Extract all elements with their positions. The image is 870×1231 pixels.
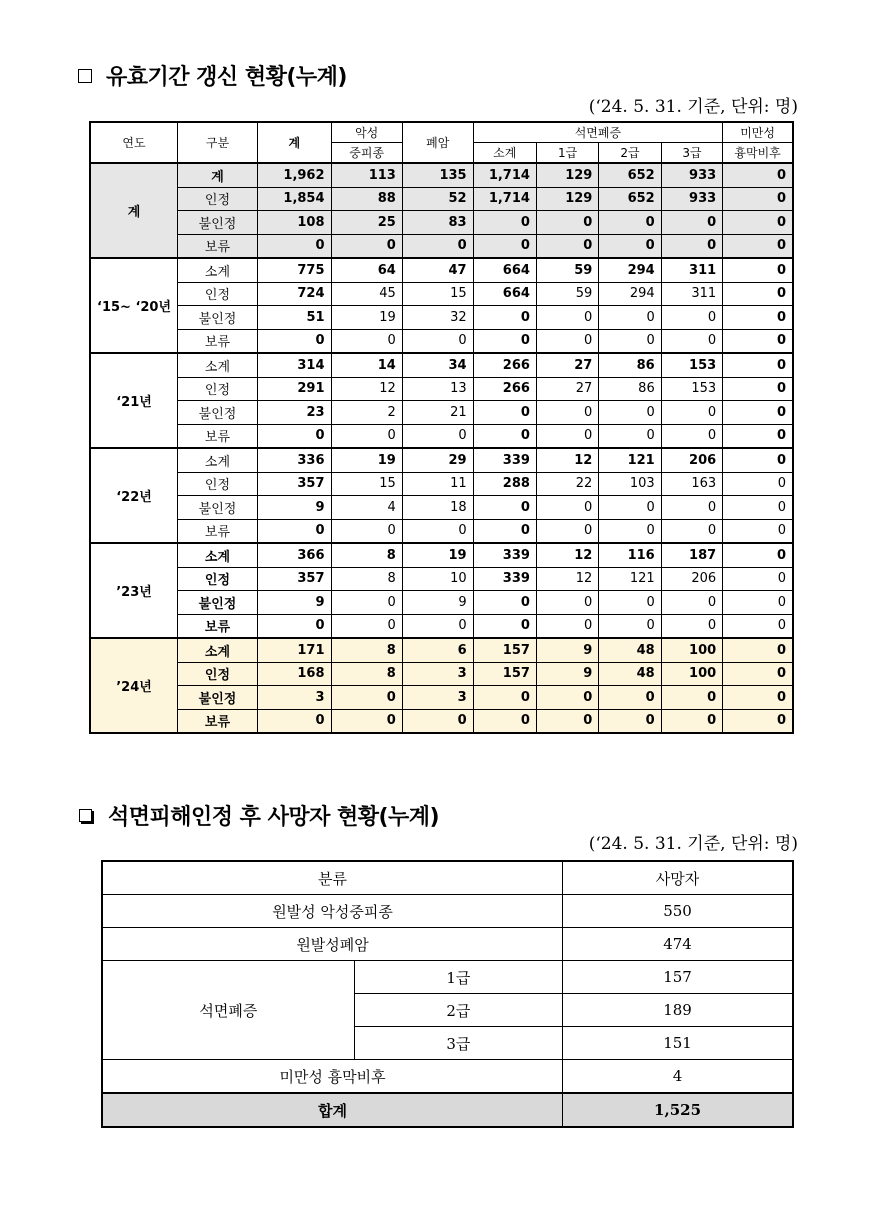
table-cell: 0 [661, 591, 722, 615]
table-cell: 0 [257, 614, 331, 638]
header-sub: 소계 [473, 143, 536, 164]
table-cell: 0 [599, 686, 661, 710]
header-meso-1: 악성 [331, 122, 402, 143]
table-row [90, 519, 793, 543]
section2-title [79, 800, 439, 831]
table-cell: 0 [661, 709, 722, 733]
table-cell: 0 [473, 519, 536, 543]
table-row [90, 496, 793, 520]
table-cell: 48 [599, 638, 661, 662]
section2-title-text: 석면피해인정 후 사망자 현황(누계) [108, 805, 440, 830]
row-label: 인정 [178, 377, 258, 401]
table-row [90, 211, 793, 235]
table-cell: 652 [599, 187, 661, 211]
table-cell: 12 [331, 377, 402, 401]
table-cell: 0 [723, 614, 793, 638]
table-cell: 0 [723, 709, 793, 733]
table-cell: 0 [723, 496, 793, 520]
row-label: 불인정 [178, 306, 258, 330]
row-label: 인정 [178, 282, 258, 306]
year-cell: ’23년 [90, 543, 178, 638]
table-cell: 357 [257, 472, 331, 496]
renewal-status-table [89, 121, 794, 734]
asbestosis-label: 석면폐증 [102, 961, 354, 1060]
table-cell: 0 [661, 401, 722, 425]
table-cell: 294 [599, 282, 661, 306]
g3-value: 151 [563, 1027, 793, 1060]
table-cell: 0 [723, 662, 793, 686]
table-cell: 157 [473, 662, 536, 686]
table-cell: 0 [402, 519, 473, 543]
table-cell: 0 [536, 306, 598, 330]
table-cell: 0 [473, 234, 536, 258]
table-cell: 0 [536, 614, 598, 638]
table-cell: 0 [599, 614, 661, 638]
table-cell: 64 [331, 258, 402, 282]
year-cell: ’24년 [90, 638, 178, 733]
table-cell: 9 [536, 638, 598, 662]
table-row [90, 187, 793, 211]
table-cell: 0 [723, 258, 793, 282]
section2-note: (‘24. 5. 31. 기준, 단위: 명) [588, 834, 798, 854]
table-cell: 12 [536, 448, 598, 472]
table-cell: 15 [402, 282, 473, 306]
table-cell: 11 [402, 472, 473, 496]
meso-value: 550 [563, 895, 793, 928]
table-cell: 0 [473, 709, 536, 733]
row-label: 보류 [178, 519, 258, 543]
table-cell: 1,854 [257, 187, 331, 211]
header-year: 연도 [90, 122, 178, 163]
table-cell: 0 [257, 709, 331, 733]
table-cell: 108 [257, 211, 331, 235]
table-cell: 0 [257, 329, 331, 353]
table-cell: 0 [473, 496, 536, 520]
table-row [90, 258, 793, 282]
table-cell: 0 [331, 614, 402, 638]
table-cell: 32 [402, 306, 473, 330]
table-cell: 0 [331, 329, 402, 353]
g2-label: 2급 [354, 994, 562, 1027]
table-cell: 15 [331, 472, 402, 496]
table-cell: 86 [599, 353, 661, 377]
row-label: 계 [178, 163, 258, 187]
header-type: 구분 [178, 122, 258, 163]
table-row [90, 591, 793, 615]
table-cell: 0 [473, 401, 536, 425]
pleural-label: 미만성 흉막비후 [102, 1060, 563, 1094]
table-cell: 10 [402, 567, 473, 591]
table-cell: 266 [473, 377, 536, 401]
table-cell: 0 [402, 424, 473, 448]
row-label: 소계 [178, 543, 258, 567]
g3-label: 3급 [354, 1027, 562, 1060]
table-cell: 59 [536, 282, 598, 306]
header-total: 계 [257, 122, 331, 163]
table-cell: 0 [723, 306, 793, 330]
table-row [90, 329, 793, 353]
table-row [102, 1060, 793, 1094]
table-cell: 0 [331, 709, 402, 733]
table-cell: 19 [331, 306, 402, 330]
table-cell: 0 [661, 614, 722, 638]
header-pleural-2: 흉막비후 [723, 143, 793, 164]
table-cell: 266 [473, 353, 536, 377]
table-cell: 724 [257, 282, 331, 306]
table-cell: 933 [661, 163, 722, 187]
table-cell: 0 [723, 187, 793, 211]
table-cell: 0 [723, 163, 793, 187]
row-label: 보류 [178, 424, 258, 448]
table-row [90, 353, 793, 377]
row-label: 소계 [178, 258, 258, 282]
header-pleural-1: 미만성 [723, 122, 793, 143]
table-cell: 129 [536, 187, 598, 211]
year-cell: 계 [90, 163, 178, 258]
row-label: 인정 [178, 472, 258, 496]
table-cell: 25 [331, 211, 402, 235]
table-cell: 0 [536, 424, 598, 448]
year-cell: ‘21년 [90, 353, 178, 448]
lung-label: 원발성폐암 [102, 928, 563, 961]
row-label: 불인정 [178, 211, 258, 235]
header-g3: 3급 [661, 143, 722, 164]
table-cell: 9 [402, 591, 473, 615]
table-cell: 0 [257, 424, 331, 448]
table-cell: 48 [599, 662, 661, 686]
table-cell: 0 [661, 234, 722, 258]
table-cell: 100 [661, 638, 722, 662]
table-cell: 0 [661, 329, 722, 353]
table-cell: 22 [536, 472, 598, 496]
table-cell: 51 [257, 306, 331, 330]
checkbox-icon [78, 69, 92, 83]
table-cell: 3 [257, 686, 331, 710]
table-header-row-1 [90, 122, 793, 143]
table-cell: 0 [331, 424, 402, 448]
table-cell: 3 [402, 662, 473, 686]
table-cell: 0 [661, 424, 722, 448]
table-row [90, 401, 793, 425]
table-cell: 357 [257, 567, 331, 591]
table-row [90, 567, 793, 591]
table-cell: 0 [661, 306, 722, 330]
table-cell: 8 [331, 543, 402, 567]
table-row [102, 928, 793, 961]
table-cell: 23 [257, 401, 331, 425]
table-cell: 47 [402, 258, 473, 282]
table-cell: 103 [599, 472, 661, 496]
table-cell: 0 [723, 448, 793, 472]
table-cell: 8 [331, 662, 402, 686]
g1-label: 1급 [354, 961, 562, 994]
header-g1: 1급 [536, 143, 598, 164]
table-cell: 0 [723, 353, 793, 377]
table-cell: 0 [723, 211, 793, 235]
row-label: 불인정 [178, 591, 258, 615]
table-cell: 13 [402, 377, 473, 401]
table-cell: 0 [473, 329, 536, 353]
meso-label: 원발성 악성중피종 [102, 895, 563, 928]
table-cell: 29 [402, 448, 473, 472]
table-cell: 187 [661, 543, 722, 567]
g1-value: 157 [563, 961, 793, 994]
table-cell: 116 [599, 543, 661, 567]
table-cell: 0 [473, 591, 536, 615]
table-cell: 0 [473, 211, 536, 235]
table-cell: 0 [723, 401, 793, 425]
table-cell: 88 [331, 187, 402, 211]
table-cell: 0 [331, 591, 402, 615]
table-cell: 0 [723, 686, 793, 710]
table-cell: 0 [599, 424, 661, 448]
table-row [90, 686, 793, 710]
table-cell: 52 [402, 187, 473, 211]
row-label: 보류 [178, 234, 258, 258]
section1-note: (‘24. 5. 31. 기준, 단위: 명) [588, 97, 798, 117]
table-cell: 8 [331, 567, 402, 591]
table-cell: 27 [536, 353, 598, 377]
table-row [90, 543, 793, 567]
lung-value: 474 [563, 928, 793, 961]
table-cell: 294 [599, 258, 661, 282]
table-row [90, 614, 793, 638]
table-cell: 14 [331, 353, 402, 377]
row-label: 보류 [178, 329, 258, 353]
table-row [90, 638, 793, 662]
table-cell: 0 [599, 591, 661, 615]
table-cell: 86 [599, 377, 661, 401]
table-cell: 0 [473, 614, 536, 638]
row-label: 불인정 [178, 401, 258, 425]
g2-value: 189 [563, 994, 793, 1027]
table-cell: 0 [402, 329, 473, 353]
table-cell: 933 [661, 187, 722, 211]
header-lung: 폐암 [402, 122, 473, 163]
table-cell: 0 [599, 519, 661, 543]
section1-title [78, 60, 347, 91]
deaths-table [101, 860, 794, 1128]
table-cell: 0 [723, 424, 793, 448]
table-cell: 0 [723, 567, 793, 591]
table-cell: 45 [331, 282, 402, 306]
table-cell: 311 [661, 282, 722, 306]
table-cell: 0 [536, 401, 598, 425]
table-cell: 775 [257, 258, 331, 282]
row-label: 소계 [178, 353, 258, 377]
table-cell: 0 [536, 591, 598, 615]
table-cell: 314 [257, 353, 331, 377]
table-cell: 0 [473, 424, 536, 448]
table-cell: 0 [599, 211, 661, 235]
table-row [90, 448, 793, 472]
header-g2: 2급 [599, 143, 661, 164]
table-cell: 3 [402, 686, 473, 710]
table-cell: 0 [536, 234, 598, 258]
header-deaths: 사망자 [563, 861, 793, 895]
table-cell: 12 [536, 567, 598, 591]
table-cell: 0 [257, 234, 331, 258]
table-cell: 100 [661, 662, 722, 686]
table-cell: 0 [402, 709, 473, 733]
table-row [90, 662, 793, 686]
table-cell: 206 [661, 567, 722, 591]
table-cell: 1,962 [257, 163, 331, 187]
table-row [102, 961, 793, 994]
table-cell: 2 [331, 401, 402, 425]
table-cell: 135 [402, 163, 473, 187]
table-cell: 366 [257, 543, 331, 567]
table-cell: 157 [473, 638, 536, 662]
table-cell: 113 [331, 163, 402, 187]
row-label: 소계 [178, 638, 258, 662]
pleural-value: 4 [563, 1060, 793, 1094]
table-cell: 153 [661, 377, 722, 401]
table-cell: 652 [599, 163, 661, 187]
table-cell: 0 [723, 329, 793, 353]
table-cell: 1,714 [473, 187, 536, 211]
table-cell: 664 [473, 258, 536, 282]
table-row [102, 861, 793, 895]
table-row [102, 895, 793, 928]
table-cell: 27 [536, 377, 598, 401]
table-cell: 0 [536, 329, 598, 353]
row-label: 인정 [178, 662, 258, 686]
header-meso-2: 중피종 [331, 143, 402, 164]
table-cell: 19 [402, 543, 473, 567]
table-cell: 171 [257, 638, 331, 662]
table-cell: 0 [536, 496, 598, 520]
table-cell: 0 [599, 709, 661, 733]
header-asbestosis: 석면폐증 [473, 122, 723, 143]
table-cell: 0 [473, 306, 536, 330]
table-cell: 0 [723, 282, 793, 306]
table-cell: 664 [473, 282, 536, 306]
table-cell: 83 [402, 211, 473, 235]
row-label: 보류 [178, 614, 258, 638]
table-row [90, 234, 793, 258]
table-cell: 0 [599, 234, 661, 258]
table-cell: 0 [536, 686, 598, 710]
table-cell: 0 [661, 496, 722, 520]
table-cell: 339 [473, 567, 536, 591]
table-cell: 336 [257, 448, 331, 472]
table-cell: 0 [723, 377, 793, 401]
table-cell: 291 [257, 377, 331, 401]
table-cell: 8 [331, 638, 402, 662]
table-cell: 1,714 [473, 163, 536, 187]
table-cell: 0 [331, 686, 402, 710]
table-cell: 6 [402, 638, 473, 662]
table-row [90, 472, 793, 496]
row-label: 인정 [178, 187, 258, 211]
section1-title-text: 유효기간 갱신 현황(누계) [106, 65, 347, 90]
table-cell: 0 [402, 614, 473, 638]
table-cell: 206 [661, 448, 722, 472]
table-cell: 0 [599, 329, 661, 353]
table-cell: 0 [599, 496, 661, 520]
table-cell: 34 [402, 353, 473, 377]
table-row [90, 709, 793, 733]
table-cell: 9 [257, 496, 331, 520]
table-cell: 121 [599, 448, 661, 472]
row-label: 보류 [178, 709, 258, 733]
table-cell: 0 [723, 519, 793, 543]
row-label: 불인정 [178, 686, 258, 710]
table-cell: 168 [257, 662, 331, 686]
table-cell: 0 [402, 234, 473, 258]
table-cell: 163 [661, 472, 722, 496]
table-cell: 121 [599, 567, 661, 591]
table-cell: 0 [536, 709, 598, 733]
table-cell: 0 [257, 519, 331, 543]
total-value: 1,525 [563, 1093, 793, 1127]
table-cell: 0 [661, 211, 722, 235]
table-cell: 0 [661, 686, 722, 710]
header-category: 분류 [102, 861, 563, 895]
table-cell: 339 [473, 448, 536, 472]
table-cell: 0 [723, 638, 793, 662]
table-cell: 0 [536, 211, 598, 235]
table-cell: 0 [723, 472, 793, 496]
table-row [90, 377, 793, 401]
table-cell: 4 [331, 496, 402, 520]
table-cell: 288 [473, 472, 536, 496]
table-cell: 59 [536, 258, 598, 282]
table-cell: 0 [473, 686, 536, 710]
year-cell: ‘15~ ‘20년 [90, 258, 178, 353]
year-cell: ‘22년 [90, 448, 178, 543]
table-cell: 21 [402, 401, 473, 425]
checkbox-icon [79, 809, 92, 822]
table-cell: 0 [723, 591, 793, 615]
table-cell: 0 [331, 519, 402, 543]
table-cell: 311 [661, 258, 722, 282]
table-cell: 19 [331, 448, 402, 472]
row-label: 소계 [178, 448, 258, 472]
row-label: 인정 [178, 567, 258, 591]
table-row [90, 424, 793, 448]
table-cell: 0 [599, 401, 661, 425]
table-cell: 0 [331, 234, 402, 258]
table-cell: 153 [661, 353, 722, 377]
total-label: 합계 [102, 1093, 563, 1127]
table-cell: 9 [536, 662, 598, 686]
table-cell: 0 [536, 519, 598, 543]
table-cell: 12 [536, 543, 598, 567]
table-cell: 0 [599, 306, 661, 330]
table-cell: 0 [661, 519, 722, 543]
table-row [90, 163, 793, 187]
table-cell: 0 [723, 234, 793, 258]
table-cell: 339 [473, 543, 536, 567]
table-cell: 9 [257, 591, 331, 615]
table-cell: 129 [536, 163, 598, 187]
table-row [90, 282, 793, 306]
table-cell: 18 [402, 496, 473, 520]
table-row [90, 306, 793, 330]
total-row [102, 1093, 793, 1127]
row-label: 불인정 [178, 496, 258, 520]
table-cell: 0 [723, 543, 793, 567]
